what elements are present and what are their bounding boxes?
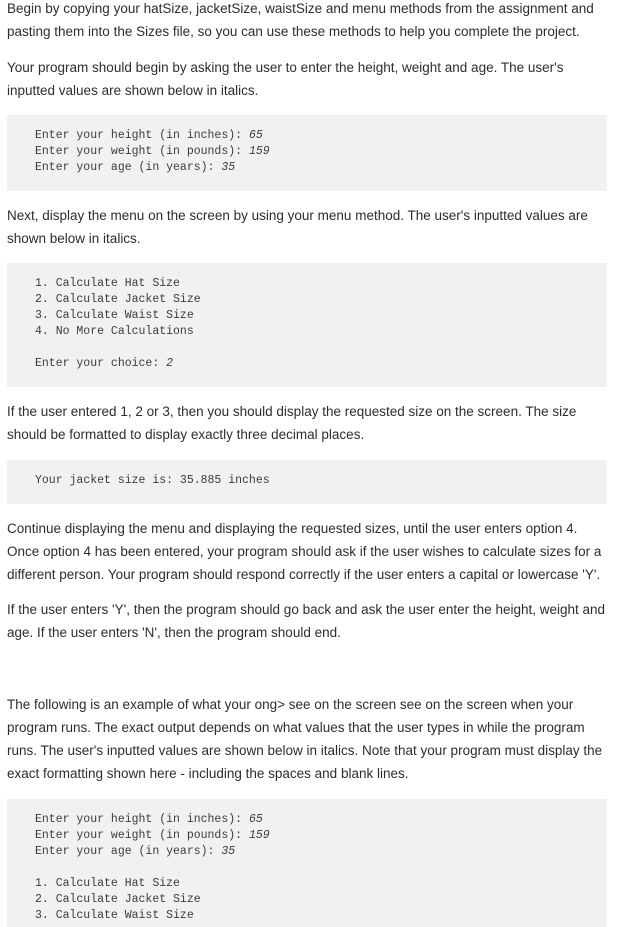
- code-line-height: Enter your height (in inches): 65: [35, 813, 263, 826]
- paragraph-continue-menu: Continue displaying the menu and displaying the requested sizes, until the user enters option 4. Once option 4 has been entered, your program should ask if the user wishes to calculate sizes for a different person. Your program should respond correctly if the user enters a capital or lowercase 'Y'.: [7, 521, 602, 582]
- menu-line: 2. Calculate Jacket Size: [35, 893, 201, 906]
- menu-line: 3. Calculate Waist Size: [35, 309, 194, 322]
- paragraph-yes-no: If the user enters 'Y', then the program should go back and ask the user enter the height, weight and age. If the user enters 'N', then the program should end.: [7, 602, 606, 640]
- code-line-weight: Enter your weight (in pounds): 159: [35, 145, 270, 158]
- menu-line: 4. No More Calculations: [35, 325, 194, 338]
- menu-line: 3. Calculate Waist Size: [35, 909, 194, 922]
- code-block-example: [7, 799, 607, 927]
- code-line-choice: Enter your choice: 2: [35, 357, 174, 370]
- menu-line: 1. Calculate Hat Size: [35, 877, 180, 890]
- paragraph-ask-user: Your program should begin by asking the user to enter the height, weight and age. The user's inputted values are shown below in italics.: [7, 60, 564, 98]
- code-block-result: [7, 460, 607, 504]
- code-line-age: Enter your age (in years): 35: [35, 161, 236, 174]
- menu-line: 2. Calculate Jacket Size: [35, 293, 201, 306]
- paragraph-copy-methods: Begin by copying your hatSize, jacketSize, waistSize and menu methods from the assignment and pasting them into the Sizes file, so you can use these methods to help you complete the project.: [7, 1, 594, 39]
- code-line-result: Your jacket size is: 35.885 inches: [35, 474, 270, 487]
- paragraph-display-size: If the user entered 1, 2 or 3, then you should display the requested size on the screen. The size should be formatted to display exactly three decimal places.: [7, 404, 577, 442]
- code-line-weight: Enter your weight (in pounds): 159: [35, 829, 270, 842]
- menu-line: 1. Calculate Hat Size: [35, 277, 180, 290]
- code-line-age: Enter your age (in years): 35: [35, 845, 236, 858]
- paragraph-example-intro: The following is an example of what your ong> see on the screen see on the screen when your program runs. The exact output depends on what values that the user types in while the program runs. The user's inputted values are shown below in italics. Note that your program must display the exact formatting shown here - including the spaces and blank lines.: [7, 697, 603, 781]
- code-block-inputs: [7, 115, 607, 191]
- code-block-menu: [7, 263, 607, 387]
- code-line-height: Enter your height (in inches): 65: [35, 129, 263, 142]
- paragraph-display-menu: Next, display the menu on the screen by using your menu method. The user's inputted values are shown below in italics.: [7, 208, 588, 246]
